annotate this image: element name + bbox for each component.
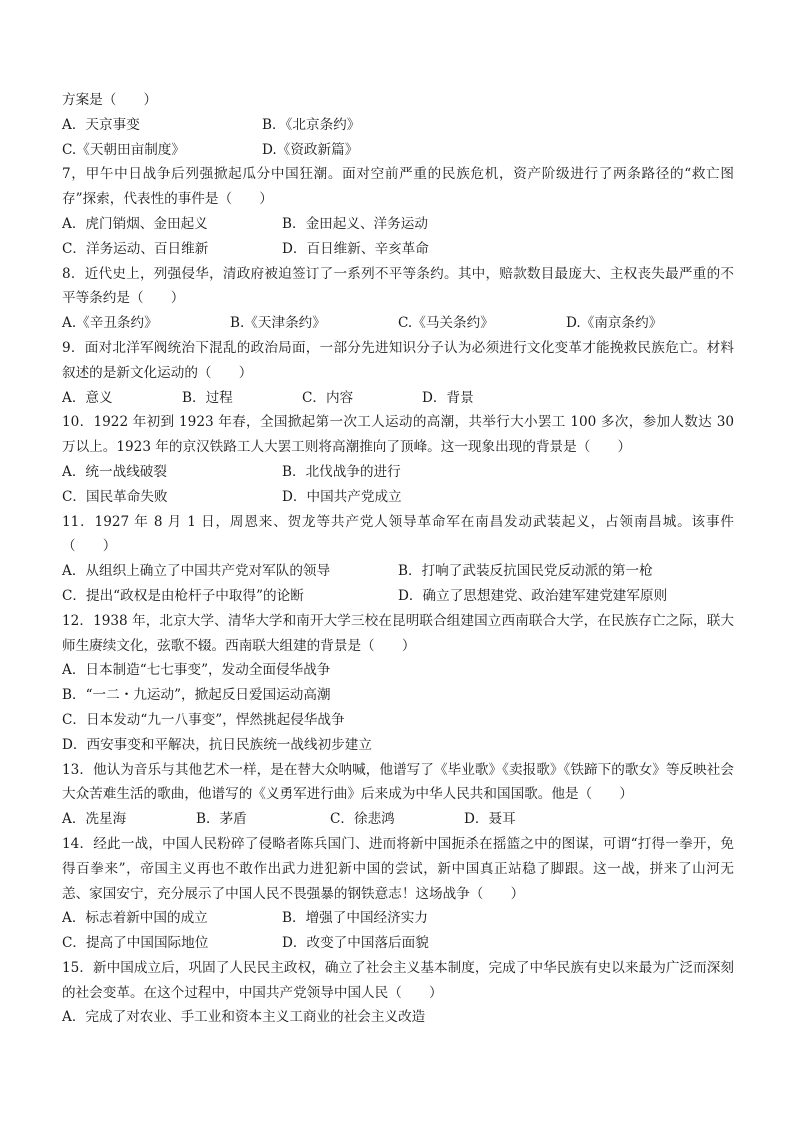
question-14-options-row-1: [62, 906, 734, 931]
option-c: C．提高了中国国际地位: [62, 935, 209, 952]
option-b: B．“一二・九运动”，掀起反日爱国运动高潮: [62, 687, 331, 704]
question-10-stem: 10．1922 年初到 1923 年春，全国掀起第一次工人运动的高潮，共举行大小罢工 100 多次，参加人数达 30 万以上。1923 年的京汉铁路工人大罢工则将高潮推向了顶峰。这一现象出现的背景是（ ）: [62, 414, 734, 456]
question-7-options-row-2: [62, 237, 734, 262]
question-13-stem: 13．他认为音乐与其他艺术一样，是在替大众呐喊，他谱写了《毕业歌》《卖报歌》《铁蹄下的歌女》等反映社会大众苦难生活的歌曲，他谱写的《义勇军进行曲》后来成为中华人民共和国国歌。他是（ ）: [62, 761, 734, 803]
option-c: C．徐悲鸿: [330, 811, 395, 828]
question-14-options-row-2: [62, 931, 734, 956]
option-b: B．打响了武装反抗国民党反动派的第一枪: [398, 563, 653, 580]
option-b: B．茅盾: [196, 811, 247, 828]
option-d: D．聂耳: [464, 811, 516, 828]
option-a: A．日本制造“七七事变”，发动全面侵华战争: [62, 662, 331, 679]
question-15-stem: 15．新中国成立后，巩固了人民民主政权，确立了社会主义基本制度，完成了中华民族有史以来最为广泛而深刻的社会变革。在这个过程中，中国共产党领导中国人民（ ）: [62, 959, 734, 1001]
option-a: A．完成了对农业、手工业和资本主义工商业的社会主义改造: [62, 1009, 426, 1026]
option-a: A．意义: [62, 389, 113, 406]
option-a: A．从组织上确立了中国共产党对军队的领导: [62, 563, 331, 580]
option-a: A．天京事变: [62, 116, 140, 133]
option-a: A．冼星海: [62, 811, 127, 828]
option-b: B．金田起义、洋务运动: [282, 215, 428, 232]
question-7-options-row-1: [62, 212, 734, 237]
option-b: B．《北京条约》: [262, 116, 361, 133]
option-a: A．统一战线破裂: [62, 463, 167, 480]
option-a: A．标志着新中国的成立: [62, 910, 208, 927]
question-10-options-row-2: [62, 485, 734, 510]
option-d: D．西安事变和平解决，抗日民族统一战线初步建立: [62, 736, 372, 753]
option-c: C．日本发动“九一八事变”，悍然挑起侵华战争: [62, 711, 345, 728]
option-d: D.《资政新篇》: [262, 141, 359, 158]
question-8-options: [62, 311, 734, 336]
question-9-stem: 9．面对北洋军阀统治下混乱的政治局面，一部分先进知识分子认为必须进行文化变革才能挽救民族危亡。材料叙述的是新文化运动的（ ）: [62, 339, 734, 381]
option-d: D.《南京条约》: [566, 315, 663, 332]
option-b: B．北伐战争的进行: [282, 463, 401, 480]
exam-page: [62, 88, 734, 1030]
option-c: C.《马关条约》: [398, 315, 494, 332]
option-c: C．内容: [302, 389, 354, 406]
option-b: B．增强了中国经济实力: [282, 910, 428, 927]
option-a: A．虎门销烟、金田起义: [62, 215, 208, 232]
question-14-stem: 14．经此一战，中国人民粉碎了侵略者陈兵国门、进而将新中国扼杀在摇篮之中的图谋，可谓“打得一拳开，免得百拳来”，帝国主义再也不敢作出武力进犯新中国的尝试，新中国真正站稳了脚跟。这一战，拼来了山河无恙、家国安宁，充分展示了中国人民不畏强暴的钢铁意志！这场战争（ ）: [62, 835, 734, 902]
option-d: D．确立了思想建党、政治建军建党建军原则: [398, 587, 668, 604]
question-11-options-row-2: [62, 584, 734, 609]
question-12-stem: 12．1938 年，北京大学、清华大学和南开大学三校在昆明联合组建国立西南联合大学，在民族存亡之际，联大师生赓续文化，弦歌不辍。西南联大组建的背景是（ ）: [62, 612, 734, 654]
option-c: C．提出“政权是由枪杆子中取得”的论断: [62, 587, 304, 604]
question-11-options-row-1: [62, 559, 734, 584]
option-d: D．百日维新、辛亥革命: [282, 240, 429, 257]
question-6-options-row-1: [62, 113, 734, 138]
option-d: D．改变了中国落后面貌: [282, 935, 429, 952]
option-b: B.《天津条约》: [230, 315, 326, 332]
question-6-stem-end: 方案是（ ）: [62, 92, 158, 108]
question-6-options-row-2: [62, 138, 734, 163]
option-b: B．过程: [182, 389, 233, 406]
option-d: D．中国共产党成立: [282, 488, 402, 505]
option-c: C.《天朝田亩制度》: [62, 141, 185, 158]
question-10-options-row-1: [62, 460, 734, 485]
option-a: A.《辛丑条约》: [62, 315, 158, 332]
question-11-stem: 11．1927 年 8 月 1 日，周恩来、贺龙等共产党人领导革命军在南昌发动武装起义，占领南昌城。该事件（ ）: [62, 513, 734, 555]
question-9-options: [62, 386, 734, 411]
option-c: C．国民革命失败: [62, 488, 168, 505]
question-7-stem: 7，甲午中日战争后列强掀起瓜分中国狂潮。面对空前严重的民族危机，资产阶级进行了两条路径的“救亡图存”探索，代表性的事件是（ ）: [62, 166, 734, 208]
option-c: C．洋务运动、百日维新: [62, 240, 209, 257]
question-13-options: [62, 807, 734, 832]
question-8-stem: 8．近代史上，列强侵华，清政府被迫签订了一系列不平等条约。其中，赔款数目最庞大、主权丧失最严重的不平等条约是（ ）: [62, 265, 734, 307]
option-d: D．背景: [422, 389, 474, 406]
